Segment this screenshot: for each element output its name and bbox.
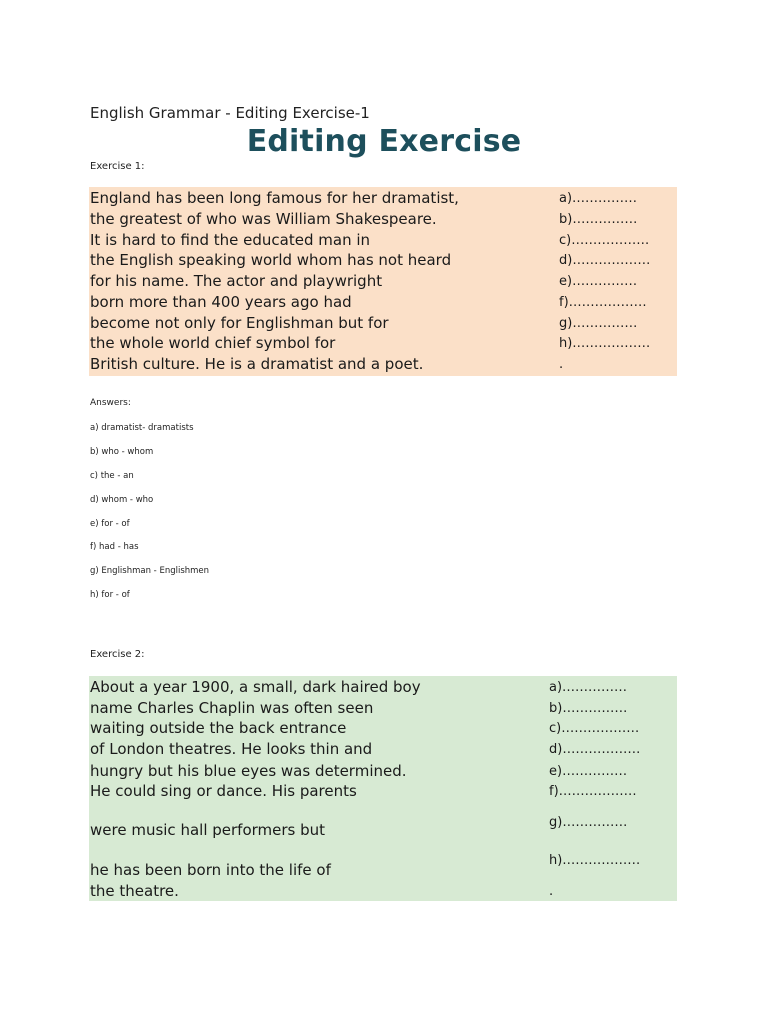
exercise-1-line-3: It is hard to find the educated man in (90, 231, 371, 249)
exercise-1-line-1: England has been long famous for her dramatist, (90, 189, 459, 207)
exercise-2-text-block (89, 676, 677, 901)
answers-label: Answers: (90, 398, 131, 408)
exercise-2-blank-e: e)…………… (549, 764, 628, 779)
document-header: English Grammar - Editing Exercise-1 (90, 104, 370, 122)
exercise-2-blank-d: d)……………… (549, 742, 641, 757)
exercise-1-blank-f: f)……………… (559, 295, 647, 310)
exercise-1-line-6: born more than 400 years ago had (90, 293, 352, 311)
exercise-1-text-block (89, 187, 677, 376)
exercise-1-blank-h: h)……………… (559, 336, 651, 351)
answer-item: b) who - whom (90, 447, 154, 457)
answer-item: c) the - an (90, 471, 134, 481)
exercise-1-line-5: for his name. The actor and playwright (90, 272, 383, 290)
exercise-2-line-9: the theatre. (90, 882, 179, 900)
exercise-2-line-2: name Charles Chaplin was often seen (90, 699, 374, 717)
exercise-2-blank-h: h)……………… (549, 853, 641, 868)
exercise-2-line-7: were music hall performers but (90, 821, 326, 839)
exercise-2-line-3: waiting outside the back entrance (90, 719, 347, 737)
exercise-1-line-4: the English speaking world whom has not heard (90, 251, 452, 269)
exercise-1-blank-b: b)…………… (559, 212, 638, 227)
exercise-2-blank-c: c)……………… (549, 721, 640, 736)
answer-item: f) had - has (90, 542, 139, 552)
exercise-1-blank-e: e)…………… (559, 274, 638, 289)
exercise-1-blank-c: c)……………… (559, 233, 650, 248)
exercise-2-blank-a: a)…………… (549, 680, 628, 695)
answer-item: d) whom - who (90, 495, 154, 505)
exercise-2-blank-b: b)…………… (549, 701, 628, 716)
answer-item: a) dramatist- dramatists (90, 423, 194, 433)
exercise-2-blank-f: f)……………… (549, 784, 637, 799)
exercise-1-blank-d: d)……………… (559, 253, 651, 268)
answer-item: e) for - of (90, 519, 130, 529)
exercise-1-line-9: British culture. He is a dramatist and a poet. (90, 355, 424, 373)
exercise-1-end-mark: . (559, 357, 564, 372)
answer-item: g) Englishman - Englishmen (90, 566, 210, 576)
exercise-1-blank-a: a)…………… (559, 191, 638, 206)
exercise-1-label: Exercise 1: (90, 161, 145, 172)
exercise-1-blank-g: g)…………… (559, 316, 638, 331)
answer-item: h) for - of (90, 590, 130, 600)
exercise-2-end-mark: . (549, 884, 554, 899)
exercise-1-line-7: become not only for Englishman but for (90, 314, 389, 332)
page-title: Editing Exercise (246, 124, 522, 159)
exercise-2-line-4: of London theatres. He looks thin and (90, 740, 373, 758)
exercise-2-line-1: About a year 1900, a small, dark haired boy (90, 678, 421, 696)
exercise-2-line-5: hungry but his blue eyes was determined. (90, 762, 407, 780)
exercise-2-label: Exercise 2: (90, 649, 145, 660)
exercise-1-line-2: the greatest of who was William Shakespeare. (90, 210, 437, 228)
exercise-2-blank-g: g)…………… (549, 815, 628, 830)
exercise-2-line-8: he has been born into the life of (90, 861, 331, 879)
exercise-2-line-6: He could sing or dance. His parents (90, 782, 357, 800)
exercise-1-line-8: the whole world chief symbol for (90, 334, 336, 352)
